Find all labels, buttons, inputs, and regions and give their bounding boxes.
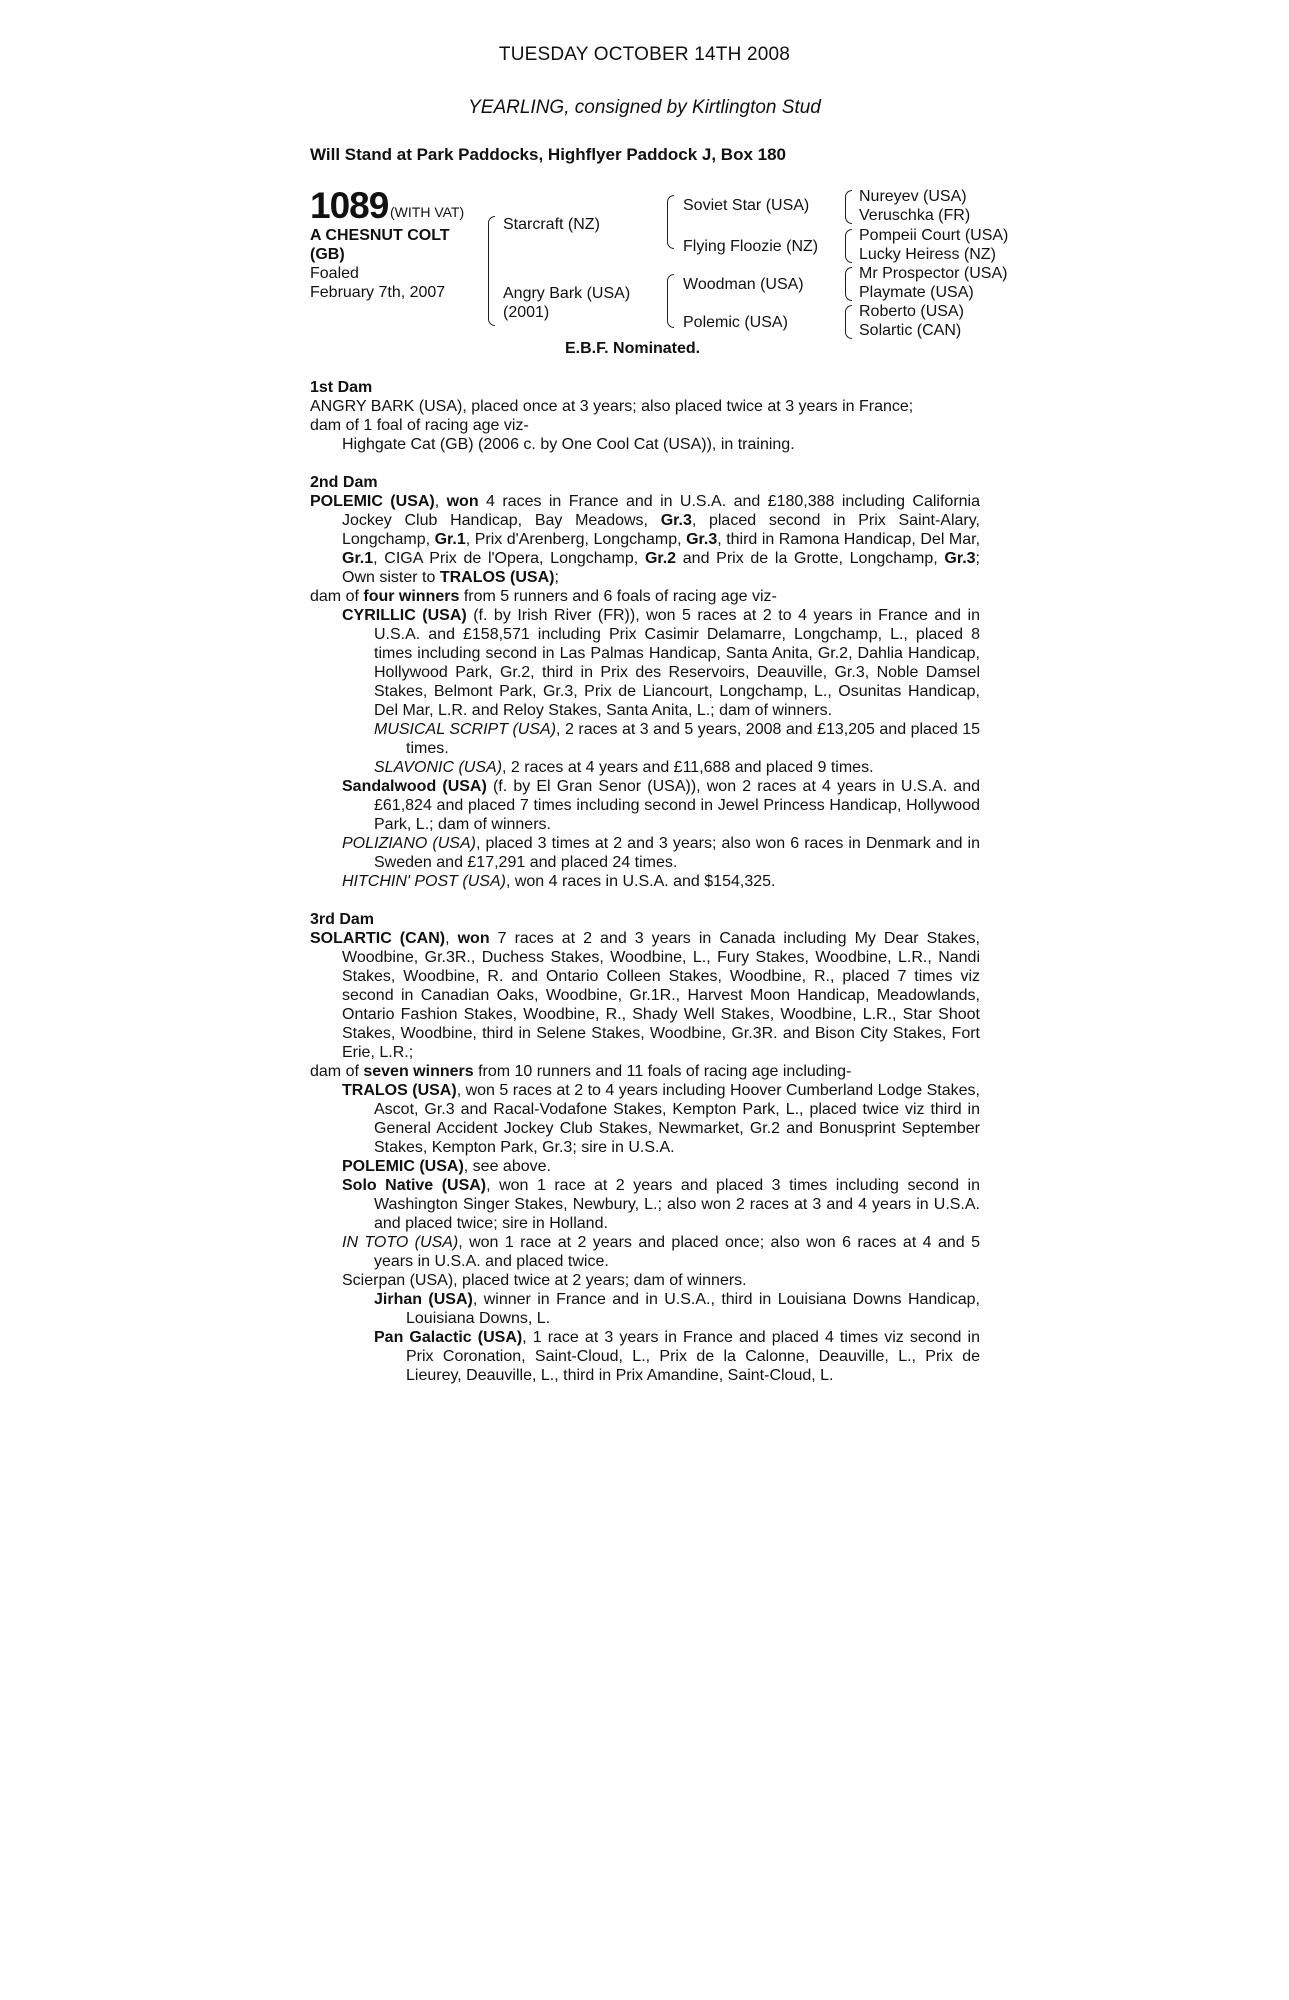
produce-tralos: TRALOS (USA), won 5 races at 2 to 4 years including Hoover Cumberland Lodge Stakes, Ascot, Gr.3 and Racal-Vodafone Stakes, Kempton Park, L., placed twice viz third in General Accident Jockey Club Stakes, Newmarket, Gr.2 and Bonusprint September Stakes, Kempton Park, Gr.3; sire in U.S.A. bbox=[342, 1082, 980, 1156]
produce-cyrillic: CYRILLIC (USA) (f. by Irish River (FR)), won 5 races at 2 to 4 years in France and in U.S.A. and £158,571 including Prix Casimir Delamarre, Longchamp, L., placed 8 times including second in Las Palmas Handicap, Santa Anita, Gr.2, Dahlia Handicap, Hollywood Park, Gr.2, third in Prix des Reservoirs, Deauville, Gr.3, Noble Damsel Stakes, Belmont Park, Gr.3, Prix de Liancourt, Longchamp, L., Osunitas Handicap, Del Mar, L.R. and Reloy Stakes, Santa Anita, L.; dam of winners. bbox=[342, 607, 981, 719]
pedigree-sire-sire: Soviet Star (USA) bbox=[683, 197, 810, 214]
second-dam-heading: 2nd Dam bbox=[310, 474, 378, 491]
vat-note: (WITH VAT) bbox=[390, 204, 465, 220]
lot-description-line2: (GB) bbox=[310, 246, 345, 263]
pedigree-g7: Roberto (USA) bbox=[859, 303, 964, 320]
pedigree-g1: Nureyev (USA) bbox=[859, 188, 967, 205]
produce-hitchin-post: HITCHIN' POST (USA), won 4 races in U.S.A. and $154,325. bbox=[342, 873, 776, 890]
first-dam-line1: ANGRY BARK (USA), placed once at 3 years; also placed twice at 3 years in France; bbox=[310, 398, 914, 415]
pedigree-dam-sire: Woodman (USA) bbox=[683, 276, 804, 293]
pedigree-brace-g3 bbox=[845, 267, 852, 301]
pedigree-sire-dam: Flying Floozie (NZ) bbox=[683, 238, 819, 255]
pedigree-brace-lot bbox=[488, 216, 495, 326]
produce-polemic: POLEMIC (USA), see above. bbox=[342, 1158, 551, 1175]
pedigree-brace-sire bbox=[667, 195, 674, 249]
consignor-line: YEARLING, consigned by Kirtlington Stud bbox=[468, 97, 821, 118]
produce-poliziano: POLIZIANO (USA), placed 3 times at 2 and 3 years; also won 6 races in Denmark and in Sweden and £17,291 and placed 24 times. bbox=[342, 835, 980, 871]
ebf-nominated: E.B.F. Nominated. bbox=[565, 340, 701, 357]
foaled-label: Foaled bbox=[310, 265, 359, 282]
third-dam-record: SOLARTIC (CAN), won 7 races at 2 and 3 years in Canada including My Dear Stakes, Woodbine, Gr.3R., Duchess Stakes, Woodbine, L., Fury Stakes, Woodbine, L.R., Nandi Stakes, Woodbine, R. and Ontario Colleen Stakes, Woodbine, R., placed 7 times viz second in Canadian Oaks, Woodbine, Gr.1R., Harvest Moon Handicap, Meadowlands, Ontario Fashion Stakes, Woodbine, R., Shady Well Stakes, Woodbine, L.R., Star Shoot Stakes, Woodbine, third in Selene Stakes, Woodbine, Gr.3R. and Bison City Stakes, Fort Erie, L.R.; bbox=[310, 930, 981, 1061]
produce-in-toto: IN TOTO (USA), won 1 race at 2 years and placed once; also won 6 races at 4 and 5 years in U.S.A. and placed twice. bbox=[342, 1234, 980, 1270]
pedigree-brace-dam bbox=[667, 274, 674, 328]
pedigree-sire: Starcraft (NZ) bbox=[503, 216, 600, 233]
pedigree-brace-g1 bbox=[845, 190, 852, 224]
pedigree-g2: Veruschka (FR) bbox=[859, 207, 971, 224]
pedigree-g3: Pompeii Court (USA) bbox=[859, 227, 1009, 244]
catalogue-body bbox=[310, 378, 980, 1385]
produce-jirhan: Jirhan (USA), winner in France and in U.S.A., third in Louisiana Downs Handicap, Louisiana Downs, L. bbox=[374, 1291, 980, 1327]
pedigree-dam-year: (2001) bbox=[503, 304, 550, 321]
third-dam-produce-summary: dam of seven winners from 10 runners and 11 foals of racing age including- bbox=[310, 1063, 852, 1080]
second-dam-record: POLEMIC (USA), won 4 races in France and in U.S.A. and £180,388 including California Jockey Club Handicap, Bay Meadows, Gr.3, placed second in Prix Saint-Alary, Longchamp, Gr.1, Prix d'Arenberg, Longchamp, Gr.3, third in Ramona Handicap, Del Mar, Gr.1, CIGA Prix de l'Opera, Longchamp, Gr.2 and Prix de la Grotte, Longchamp, Gr.3; Own sister to TRALOS (USA); bbox=[310, 493, 981, 586]
pedigree-brace-g4 bbox=[845, 305, 852, 339]
pedigree-dam: Angry Bark (USA) bbox=[503, 285, 631, 302]
pedigree-g4: Lucky Heiress (NZ) bbox=[859, 246, 996, 263]
produce-slavonic: SLAVONIC (USA), 2 races at 4 years and £11,688 and placed 9 times. bbox=[374, 759, 874, 776]
first-dam-line2: dam of 1 foal of racing age viz- bbox=[310, 417, 529, 434]
second-dam-produce-summary: dam of four winners from 5 runners and 6 foals of racing age viz- bbox=[310, 588, 777, 605]
stand-location: Will Stand at Park Paddocks, Highflyer Paddock J, Box 180 bbox=[310, 145, 786, 164]
lot-number: 1089 bbox=[310, 185, 389, 226]
produce-musical-script: MUSICAL SCRIPT (USA), 2 races at 3 and 5 years, 2008 and £13,205 and placed 15 times. bbox=[374, 721, 981, 757]
first-dam-heading: 1st Dam bbox=[310, 379, 373, 396]
lot-description-line1: A CHESNUT COLT bbox=[310, 227, 450, 244]
foaled-date: February 7th, 2007 bbox=[310, 284, 446, 301]
pedigree-dam-dam: Polemic (USA) bbox=[683, 314, 788, 331]
sale-date: TUESDAY OCTOBER 14TH 2008 bbox=[498, 44, 791, 65]
pedigree-brace-g2 bbox=[845, 229, 852, 263]
third-dam-heading: 3rd Dam bbox=[310, 911, 375, 928]
pedigree-g5: Mr Prospector (USA) bbox=[859, 265, 1008, 282]
produce-pan-galactic: Pan Galactic (USA), 1 race at 3 years in France and placed 4 times viz second in Prix Coronation, Saint-Cloud, L., Prix de la Calonne, Deauville, L., Prix de Lieurey, Deauville, L., third in Prix Amandine, Saint-Cloud, L. bbox=[374, 1329, 980, 1384]
produce-sandalwood: Sandalwood (USA) (f. by El Gran Senor (USA)), won 2 races at 4 years in U.S.A. and £61,824 and placed 7 times including second in Jewel Princess Handicap, Hollywood Park, L.; dam of winners. bbox=[342, 778, 980, 833]
first-dam-produce: Highgate Cat (GB) (2006 c. by One Cool Cat (USA)), in training. bbox=[342, 436, 795, 453]
pedigree-g6: Playmate (USA) bbox=[859, 284, 974, 301]
produce-scierpan: Scierpan (USA), placed twice at 2 years; dam of winners. bbox=[342, 1272, 747, 1289]
produce-solo-native: Solo Native (USA), won 1 race at 2 years and placed 3 times including second in Washington Singer Stakes, Newbury, L.; also won 2 races at 3 and 4 years in U.S.A. and placed twice; sire in Holland. bbox=[342, 1177, 981, 1232]
pedigree-g8: Solartic (CAN) bbox=[859, 322, 962, 339]
